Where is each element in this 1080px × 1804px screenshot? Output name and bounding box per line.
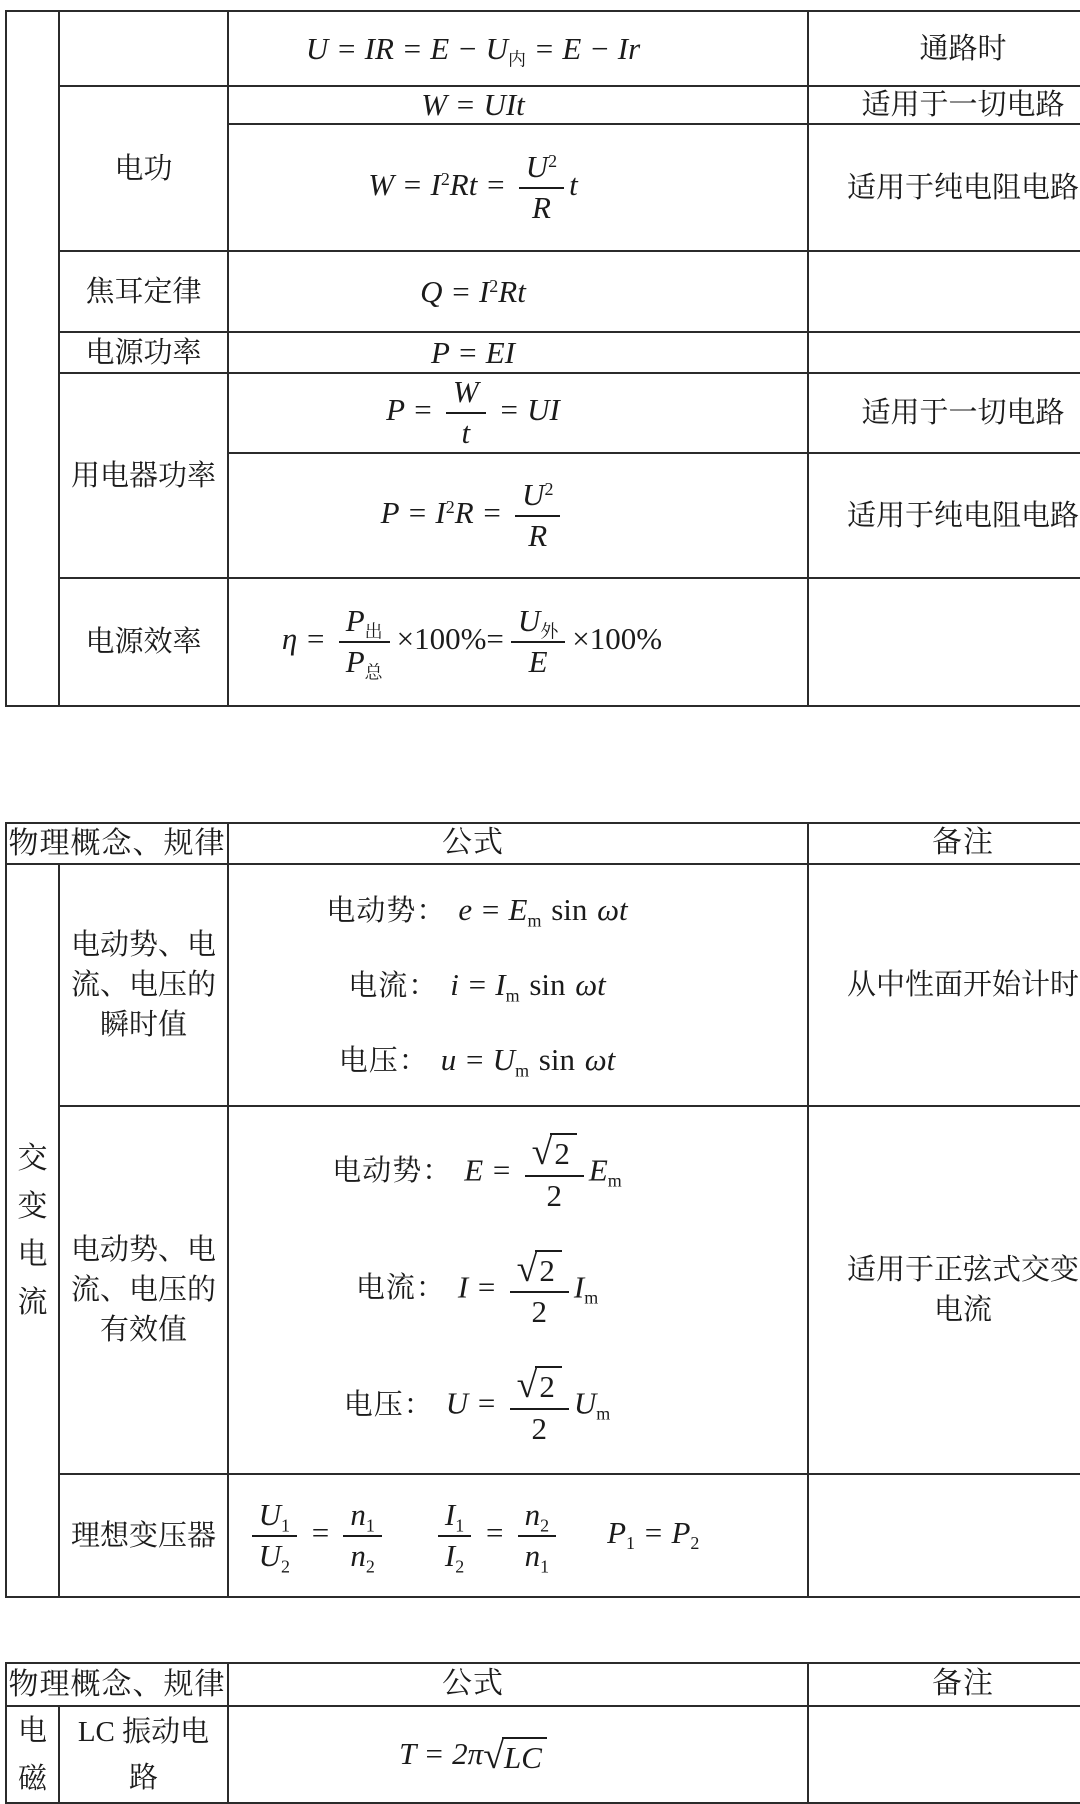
concept-label: 电源效率 xyxy=(85,626,202,658)
table-dc-circuit xyxy=(5,10,1080,707)
header-concept xyxy=(7,824,229,865)
remark-instant-values xyxy=(809,865,1080,1107)
category-alternating-current xyxy=(7,865,60,1598)
concept-label: 电动势、电 流、电压的 有效值 xyxy=(70,1234,216,1346)
header-remark-text: 备注 xyxy=(932,1667,994,1701)
table-alternating-current xyxy=(5,822,1080,1598)
remark-device-power-2 xyxy=(809,454,1080,579)
table-electromagnetism xyxy=(5,1662,1080,1804)
concept-electric-work xyxy=(60,87,229,252)
concept-label: LC 振动电 路 xyxy=(77,1715,210,1794)
formula-emf-rms: 电动势： E = √ 2 2 $E_m$ xyxy=(332,1131,622,1213)
category-text: 电 磁 xyxy=(17,1714,47,1795)
remark-text: 适用于一切电路 xyxy=(861,89,1065,121)
concept-lc-circuit xyxy=(60,1707,229,1804)
formula-emf-instant: 电动势： $e = E_m$ sin ωt xyxy=(326,892,628,931)
header-remark xyxy=(809,824,1080,865)
formula-voltage-instant: 电压： $u = U_m$ sin ωt xyxy=(338,1041,616,1080)
formula-text: η = $\frac{P_出}{P_总}$ ×100%= $\frac{U_外}{E}$ ×100% xyxy=(281,603,663,683)
formula-text: $W = I^2Rt$ = $\frac{U^2}{R}$ t xyxy=(368,148,578,225)
category-text: 交 变 电 流 xyxy=(17,1141,48,1319)
formula-text: U = IR = $E - U_内 = E - Ir$ xyxy=(305,30,641,69)
category-cell-empty xyxy=(7,12,60,707)
formula-current-instant: 电流： $i = I_m$ sin ωt xyxy=(348,966,606,1006)
header-formula-text: 公式 xyxy=(442,1667,504,1701)
remark-efficiency xyxy=(809,579,1080,707)
concept-label: 用电器功率 xyxy=(70,459,216,492)
formula-terminal-voltage xyxy=(229,12,809,87)
concept-label: 电源功率 xyxy=(85,336,202,369)
remark-device-power-1 xyxy=(809,374,1080,454)
concept-label: 电功 xyxy=(114,152,173,185)
remark-text: 适用于纯电阻电路 xyxy=(846,499,1079,532)
concept-instant-values xyxy=(60,865,229,1107)
remark-work-uit xyxy=(809,87,1080,125)
concept-efficiency xyxy=(60,579,229,707)
remark-terminal-voltage xyxy=(809,12,1080,87)
formula-work-i2rt xyxy=(229,125,809,252)
remark-rms-values xyxy=(809,1107,1080,1475)
formula-source-power xyxy=(229,333,809,374)
formula-text: $P = I^2R$ = $\frac{U^2}{R}$ xyxy=(381,476,566,555)
remark-text: 适用于正弦式交变 电流 xyxy=(846,1254,1079,1326)
concept-cell-empty-top xyxy=(60,12,229,87)
formulas-instant-values xyxy=(229,865,809,1107)
header-concept xyxy=(7,1664,229,1707)
formula-lc-period xyxy=(229,1707,809,1804)
concept-source-power xyxy=(60,333,229,374)
formulas-rms-values xyxy=(229,1107,809,1475)
remark-joule xyxy=(809,252,1080,333)
formula-ideal-transformer xyxy=(229,1475,809,1598)
header-formula xyxy=(229,824,809,865)
header-remark xyxy=(809,1664,1080,1707)
header-formula xyxy=(229,1664,809,1707)
remark-ideal-transformer xyxy=(809,1475,1080,1598)
header-concept-text: 物理概念、规律 xyxy=(8,1667,226,1701)
concept-label: 电动势、电 流、电压的 瞬时值 xyxy=(70,929,216,1041)
header-remark-text: 备注 xyxy=(932,826,994,860)
remark-text: 适用于纯电阻电路 xyxy=(846,171,1079,204)
remark-text: 适用于一切电路 xyxy=(861,397,1065,429)
remark-text: 通路时 xyxy=(919,32,1007,65)
formula-text: $\frac{U_1}{U_2}$ = $\frac{n_1}{n_2}$ $\frac{I_1}{I_2}$ = $\frac{n_2}{n_1}$ $P_1 = P_2$ xyxy=(247,1496,700,1575)
remark-source-power xyxy=(809,333,1080,374)
concept-label: 理想变压器 xyxy=(70,1519,216,1552)
formula-efficiency xyxy=(229,579,809,707)
remark-lc-circuit xyxy=(809,1707,1080,1804)
formula-text: P = $\frac{W}{t}$ = UI xyxy=(386,374,560,450)
header-concept-text: 物理概念、规律 xyxy=(8,826,226,860)
formula-text: P = EI xyxy=(430,334,516,370)
concept-label: 焦耳定律 xyxy=(85,275,202,308)
concept-rms-values xyxy=(60,1107,229,1475)
header-formula-text: 公式 xyxy=(442,826,504,860)
concept-joule-law xyxy=(60,252,229,333)
concept-device-power xyxy=(60,374,229,579)
remark-work-i2rt xyxy=(809,125,1080,252)
formula-joule xyxy=(229,252,809,333)
formula-text: T = 2π √ LC xyxy=(399,1733,547,1777)
formula-text: $Q = I^2Rt$ xyxy=(420,273,526,309)
formula-device-power-2 xyxy=(229,454,809,579)
formula-work-uit xyxy=(229,87,809,125)
category-electromagnetism xyxy=(7,1707,60,1804)
formula-text: W = UIt xyxy=(421,87,525,123)
formula-current-rms: 电流： I = √ 2 2 $I_m$ xyxy=(355,1247,599,1330)
formula-device-power-1 xyxy=(229,374,809,454)
formula-voltage-rms: 电压： U = √ 2 2 $U_m$ xyxy=(343,1364,611,1447)
remark-text: 从中性面开始计时 xyxy=(846,969,1079,1001)
concept-ideal-transformer xyxy=(60,1475,229,1598)
